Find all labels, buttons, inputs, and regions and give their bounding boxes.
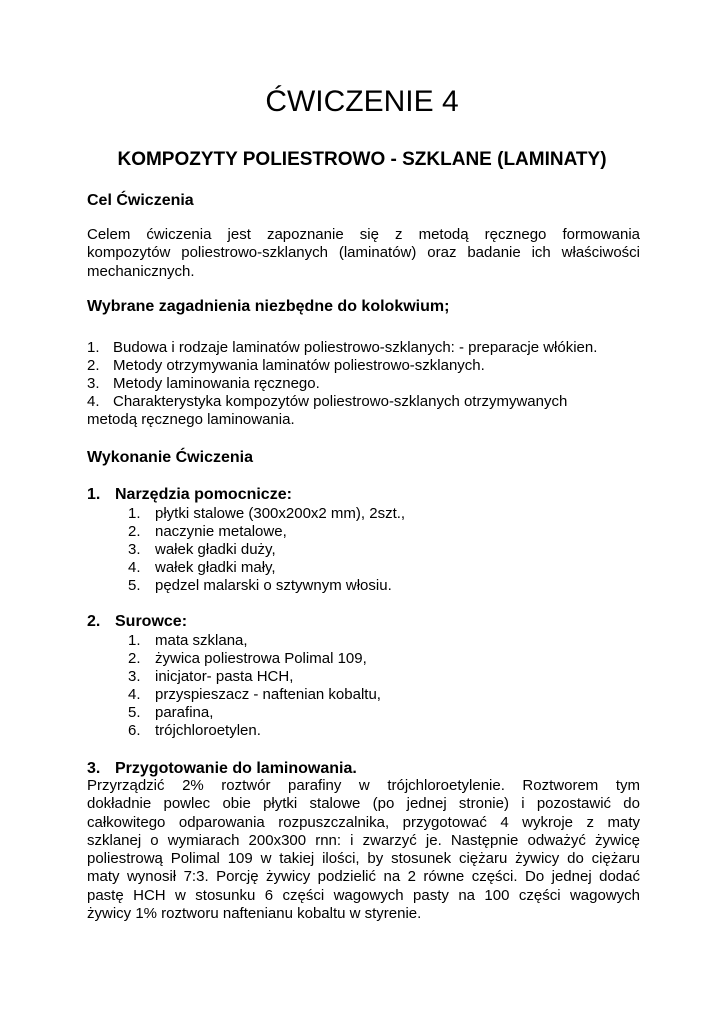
list-item	[128, 632, 248, 650]
list-number: 4.	[87, 393, 100, 410]
subsection-number: 3.	[87, 760, 101, 777]
list-number: 2.	[128, 523, 141, 540]
paragraph-line: szklanej o wymiarach 200x300 rnn: i zwarzyć je. Następnie odważyć żywicę	[87, 831, 640, 849]
list-text: Metody laminowania ręcznego.	[113, 375, 320, 392]
list-number: 3.	[87, 375, 100, 392]
document-title: ĆWICZENIE 4	[265, 85, 459, 118]
subsection-heading-przygotowanie	[87, 759, 357, 779]
list-number: 6.	[128, 722, 141, 739]
list-item	[128, 650, 367, 668]
paragraph-line: kompozytów poliestrowo-szklanych (laminatów) oraz badanie ich właściwości	[87, 244, 640, 262]
list-number: 3.	[128, 668, 141, 685]
paragraph-line: pastę HCH w stosunku 6 części wagowych pasty na 100 części wagowych	[87, 886, 640, 904]
list-number: 5.	[128, 704, 141, 721]
list-item	[128, 559, 276, 577]
list-text: Charakterystyka kompozytów poliestrowo-szklanych otrzymywanych	[113, 393, 568, 410]
list-text: wałek gładki mały,	[155, 559, 276, 576]
list-item	[128, 505, 405, 523]
subsection-title: Surowce:	[115, 613, 188, 630]
subsection-title: Przygotowanie do laminowania.	[115, 760, 357, 777]
list-item	[87, 339, 597, 357]
list-text: parafina,	[155, 704, 214, 721]
przygotowanie-paragraph	[87, 777, 640, 923]
list-item	[87, 357, 485, 375]
section-heading-cel: Cel Ćwiczenia	[87, 192, 194, 209]
list-item-continuation: metodą ręcznego laminowania.	[87, 411, 295, 428]
section-heading-wykonanie: Wykonanie Ćwiczenia	[87, 449, 253, 466]
paragraph-line: żywicy 1% roztworu naftenianu kobaltu w styrenie.	[87, 905, 422, 923]
list-number: 4.	[128, 559, 141, 576]
paragraph-line: mechanicznych.	[87, 262, 195, 280]
list-number: 5.	[128, 577, 141, 594]
subsection-heading-narzedzia	[87, 485, 292, 505]
list-text: naczynie metalowe,	[155, 523, 287, 540]
list-item	[128, 541, 276, 559]
list-text: płytki stalowe (300x200x2 mm), 2szt.,	[155, 505, 406, 522]
list-item	[87, 375, 320, 393]
list-item	[128, 668, 293, 686]
paragraph-line: Przyrządzić 2% roztwór parafiny w trójchloroetylenie. Roztworem tym	[87, 777, 640, 794]
paragraph-line: poliestrową Polimal 109 w takiej ilości, by stosunek ciężaru żywicy do ciężaru	[87, 850, 640, 868]
subsection-number: 1.	[87, 486, 101, 503]
list-text: Metody otrzymywania laminatów poliestrowo-szklanych.	[113, 357, 485, 374]
paragraph-line: dokładnie powlec obie płytki stalowe (po jednej stronie) i pozostawić do	[87, 795, 640, 813]
list-number: 2.	[87, 357, 100, 374]
paragraph-line: Celem ćwiczenia jest zapoznanie się z metodą ręcznego formowania	[87, 226, 640, 243]
list-item	[87, 393, 567, 411]
list-number: 3.	[128, 541, 141, 558]
list-item	[128, 523, 287, 541]
paragraph-line: całkowitego odparowania rozpuszczalnika, przygotować 4 wykroje z maty	[87, 813, 640, 831]
list-item	[128, 722, 261, 740]
list-number: 1.	[128, 632, 141, 649]
list-text: przyspieszacz - naftenian kobaltu,	[155, 686, 381, 703]
list-number: 1.	[128, 505, 141, 522]
list-text: inicjator- pasta HCH,	[155, 668, 294, 685]
paragraph-line: maty wynosił 7:3. Porcję żywicy podzielić na 2 równe części. Do jednej dodać	[87, 868, 640, 886]
document-subtitle: KOMPOZYTY POLIESTROWO - SZKLANE (LAMINATY)	[117, 149, 607, 170]
list-number: 1.	[87, 339, 100, 356]
list-text: Budowa i rodzaje laminatów poliestrowo-szklanych: - preparacje włókien.	[113, 339, 598, 356]
list-text: mata szklana,	[155, 632, 248, 649]
section-heading-zagadnienia: Wybrane zagadnienia niezbędne do kolokwium;	[87, 298, 450, 315]
list-item	[128, 686, 381, 704]
list-item	[128, 704, 213, 722]
subsection-number: 2.	[87, 613, 101, 630]
list-item	[128, 577, 392, 595]
subsection-title: Narzędzia pomocnicze:	[115, 486, 292, 503]
list-number: 4.	[128, 686, 141, 703]
list-text: trójchloroetylen.	[155, 722, 261, 739]
list-text: wałek gładki duży,	[155, 541, 276, 558]
cel-paragraph	[87, 226, 640, 281]
subsection-heading-surowce	[87, 612, 187, 632]
list-number: 2.	[128, 650, 141, 667]
list-text: pędzel malarski o sztywnym włosiu.	[155, 577, 392, 594]
list-text: żywica poliestrowa Polimal 109,	[155, 650, 367, 667]
